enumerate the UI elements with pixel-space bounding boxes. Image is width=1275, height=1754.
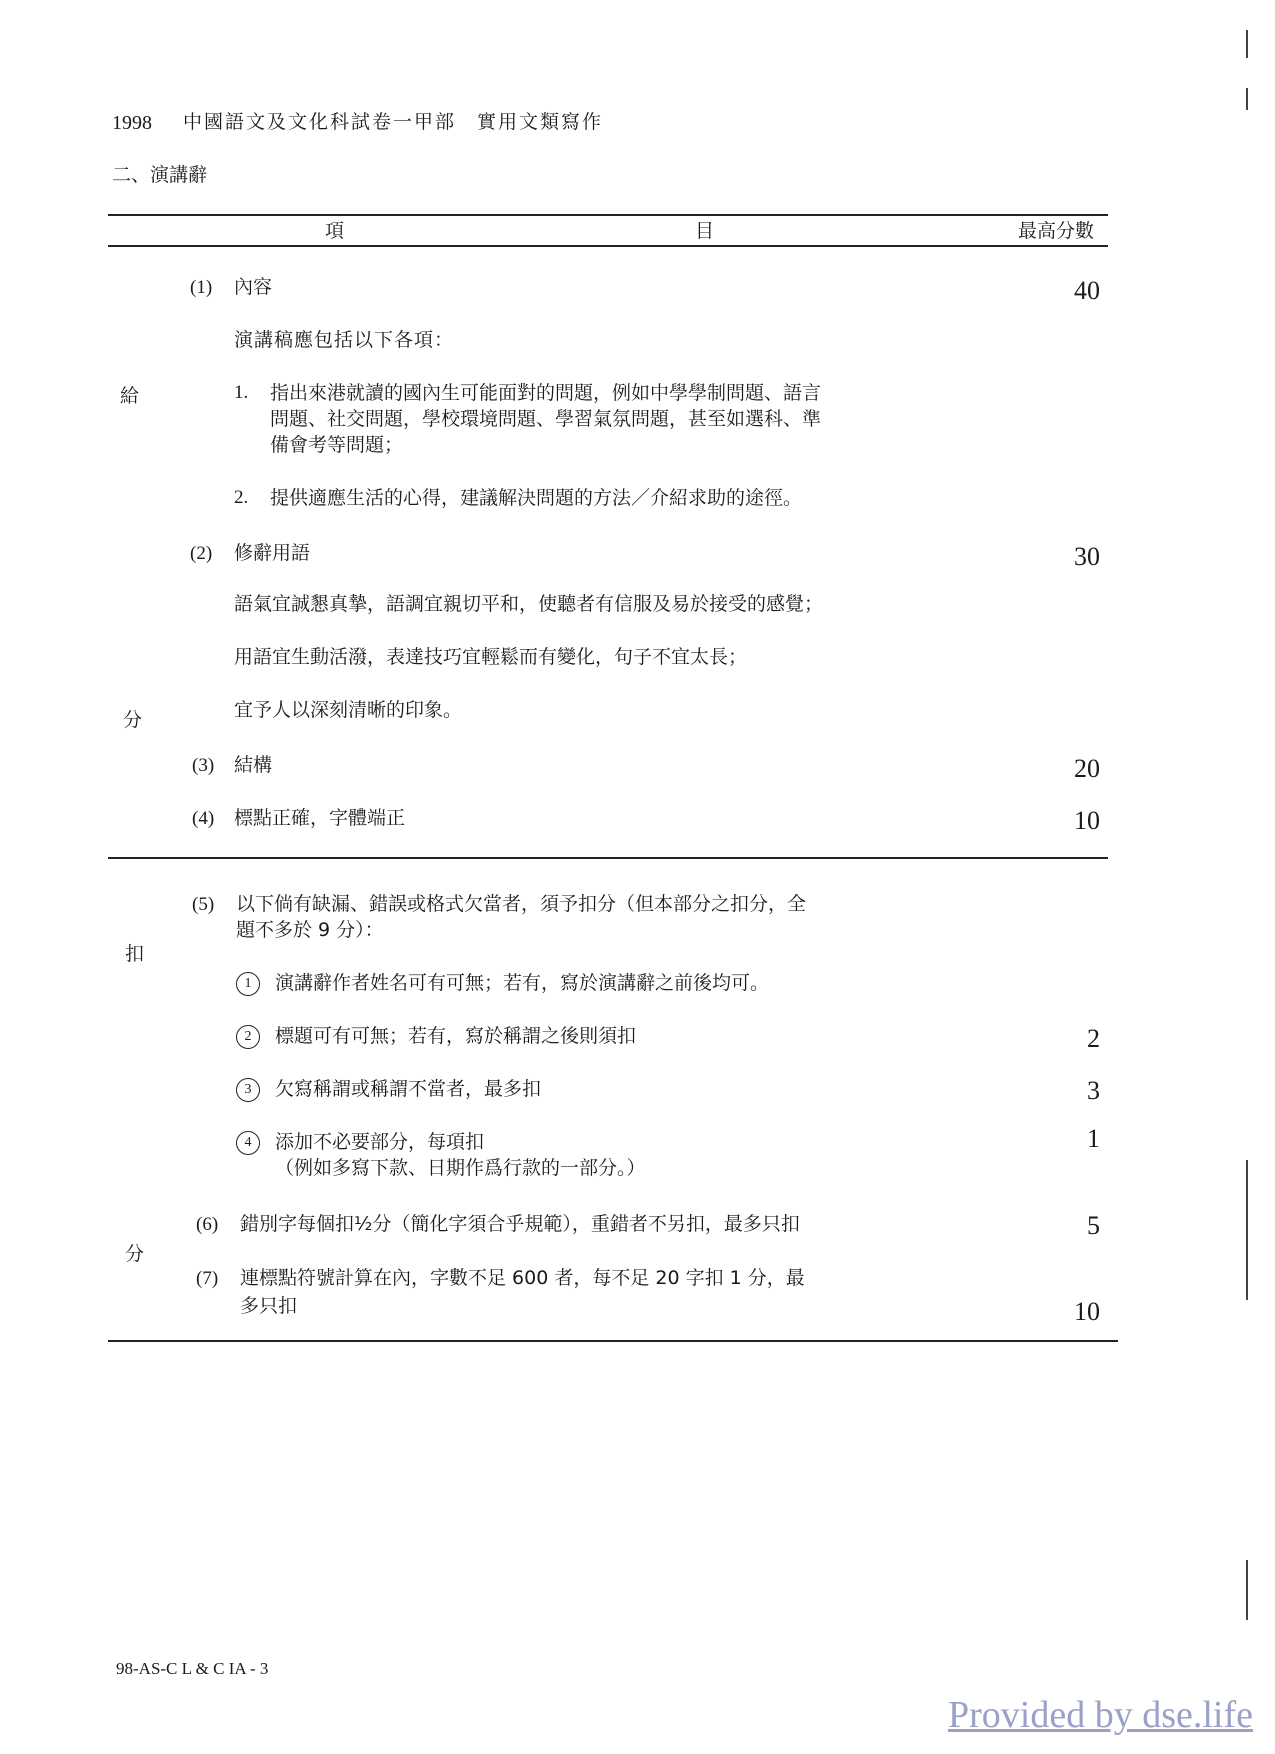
section-title: 二、演講辭 (112, 164, 208, 186)
scan-edge-mark (1246, 1160, 1248, 1300)
max-score-structure: 20 (1074, 754, 1100, 783)
content-point-1-line-3: 備會考等問題； (270, 434, 404, 456)
item-number: (3) (192, 755, 215, 776)
deduction-word-count-line-2: 多只扣 (240, 1295, 298, 1317)
col-header-target: 目 (695, 220, 715, 242)
circled-number-4: 4 (236, 1131, 260, 1155)
provided-by-watermark: Provided by dse.life (948, 1694, 1254, 1736)
circled-number-2: 2 (236, 1025, 260, 1049)
item-number: (2) (190, 543, 213, 564)
deduction-wrong-characters: 錯別字每個扣½分（簡化字須合乎規範），重錯者不另扣，最多只扣 (240, 1213, 800, 1235)
max-score-content: 40 (1074, 276, 1100, 305)
item-number: (7) (196, 1268, 219, 1289)
deduction-intro-line-1: 以下倘有缺漏、錯誤或格式欠當者，須予扣分（但本部分之扣分，全 (236, 893, 807, 915)
item-title-rhetoric: 修辭用語 (234, 542, 311, 564)
content-point-2: 提供適應生活的心得，建議解決問題的方法／介紹求助的途徑。 (270, 487, 803, 509)
rhetoric-line-2: 用語宜生動活潑，表達技巧宜輕鬆而有變化，句子不宜太長； (234, 646, 748, 668)
exam-title: 中國語文及文化科試卷一甲部 實用文類寫作 (183, 111, 604, 133)
deduction-score-3: 3 (1087, 1076, 1100, 1105)
item-title-punctuation: 標點正確，字體端正 (234, 807, 406, 829)
table-bottom-rule (108, 1340, 1118, 1342)
rhetoric-line-1: 語氣宜誠懇真摯，語調宜親切平和，使聽者有信服及易於接受的感覺； (234, 593, 824, 615)
item-number: (4) (192, 808, 215, 829)
deduction-word-count-line-1: 連標點符號計算在內，字數不足 600 者，每不足 20 字扣 1 分，最 (240, 1267, 805, 1289)
side-label-give-1: 給 (120, 385, 140, 407)
item-title-structure: 結構 (234, 754, 273, 776)
scan-edge-mark (1246, 30, 1248, 58)
content-point-1-line-2: 問題、社交問題，學校環境問題、學習氣氛問題，甚至如選科、準 (270, 408, 822, 430)
deduction-score-2: 2 (1087, 1024, 1100, 1053)
item-number: (6) (196, 1214, 219, 1235)
deduction-rule-2: 標題可有可無；若有，寫於稱謂之後則須扣 (275, 1025, 637, 1047)
item-number: (1) (190, 277, 213, 298)
scan-edge-mark (1246, 1560, 1248, 1620)
deduction-rule-4-line-1: 添加不必要部分，每項扣 (275, 1131, 485, 1153)
side-label-deduct-1: 扣 (125, 943, 145, 965)
scan-edge-mark (1246, 88, 1248, 110)
item-number: (5) (192, 894, 215, 915)
table-top-rule (108, 214, 1108, 216)
exam-year: 1998 (112, 112, 152, 134)
deduction-score-7: 10 (1074, 1297, 1100, 1326)
circled-number-3: 3 (236, 1078, 260, 1102)
max-score-punctuation: 10 (1074, 806, 1100, 835)
table-header-rule (108, 245, 1108, 247)
circled-number-1: 1 (236, 972, 260, 996)
list-number: 1. (234, 382, 249, 403)
col-header-max-score: 最高分數 (1018, 220, 1095, 242)
deduction-score-4: 1 (1087, 1124, 1100, 1153)
section-divider (108, 857, 1108, 859)
side-label-give-2: 分 (123, 709, 143, 731)
col-header-item: 項 (325, 220, 345, 242)
rhetoric-line-3: 宜予人以深刻清晰的印象。 (234, 699, 463, 721)
deduction-score-6: 5 (1087, 1211, 1100, 1240)
page-code: 98-AS-C L & C IA - 3 (116, 1659, 269, 1678)
content-point-1-line-1: 指出來港就讀的國內生可能面對的問題，例如中學學制問題、語言 (270, 382, 822, 404)
side-label-deduct-2: 分 (125, 1243, 145, 1265)
item-title-content: 內容 (234, 276, 273, 298)
max-score-rhetoric: 30 (1074, 542, 1100, 571)
content-intro: 演講稿應包括以下各項： (234, 329, 455, 351)
deduction-rule-4-line-2: （例如多寫下款、日期作爲行款的一部分。） (275, 1157, 646, 1179)
deduction-rule-1: 演講辭作者姓名可有可無；若有，寫於演講辭之前後均可。 (275, 972, 770, 994)
list-number: 2. (234, 487, 249, 508)
deduction-rule-3: 欠寫稱謂或稱謂不當者，最多扣 (275, 1078, 542, 1100)
deduction-intro-line-2: 題不多於 9 分）： (236, 919, 384, 941)
